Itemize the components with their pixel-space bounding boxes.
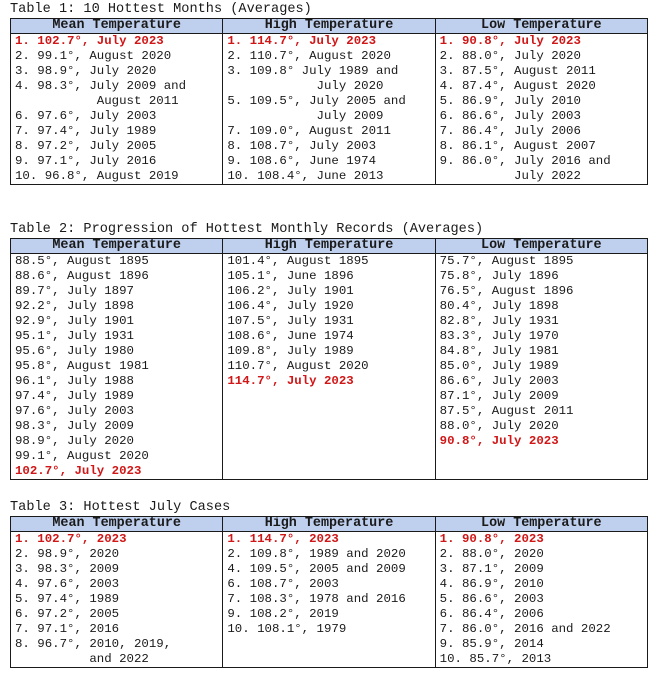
list-item: 83.3°, July 1970 [439, 329, 559, 343]
table-2-header-mean: Mean Temperature [11, 239, 223, 254]
list-item: 10. 85.7°, 2013 [439, 652, 552, 666]
record-entry: 1. 114.7°, 2023 [227, 532, 339, 546]
list-item: 105.1°, June 1896 [227, 269, 354, 283]
list-item: 8. 108.7°, July 2003 [227, 139, 377, 153]
list-item: 8. 86.1°, August 2007 [439, 139, 596, 153]
list-item: 9. 108.2°, 2019 [227, 607, 339, 621]
list-item: 85.0°, July 1989 [439, 359, 559, 373]
list-item: July 2020 [227, 79, 384, 93]
list-item: 9. 108.6°, June 1974 [227, 154, 377, 168]
list-item: 10. 108.4°, June 2013 [227, 169, 384, 183]
table-2-low-cell [435, 254, 647, 480]
list-item: 92.9°, July 1901 [15, 314, 134, 328]
list-item: 88.6°, August 1896 [15, 269, 149, 283]
list-item: 3. 109.8° July 1989 and [227, 64, 399, 78]
list-item: 3. 87.5°, August 2011 [439, 64, 596, 78]
list-item: 4. 109.5°, 2005 and 2009 [227, 562, 406, 576]
list-item: 6. 97.2°, 2005 [15, 607, 120, 621]
list-item: 76.5°, August 1896 [439, 284, 574, 298]
table-3-caption: Table 3: Hottest July Cases [10, 500, 231, 515]
table-3-low-list [440, 532, 647, 667]
list-item: 87.5°, August 2011 [439, 404, 574, 418]
table-1-high-cell [223, 34, 435, 185]
list-item: 7. 97.4°, July 1989 [15, 124, 157, 138]
table-3-mean-cell [11, 532, 223, 668]
list-item: 86.6°, July 2003 [439, 374, 559, 388]
table-1-low-cell [435, 34, 647, 185]
table-1-mean-cell [11, 34, 223, 185]
list-item: 9. 86.0°, July 2016 and [439, 154, 611, 168]
table-3-high-list [227, 532, 434, 637]
list-item: 110.7°, August 2020 [227, 359, 369, 373]
table-3-high-cell [223, 532, 435, 668]
list-item: 2. 88.0°, 2020 [439, 547, 544, 561]
table-1-header-mean: Mean Temperature [11, 19, 223, 34]
table-1-body-row [11, 34, 648, 185]
record-entry: 114.7°, July 2023 [227, 374, 354, 388]
list-item: July 2009 [227, 109, 384, 123]
table-2-header-high: High Temperature [223, 239, 435, 254]
list-item: 9. 97.1°, July 2016 [15, 154, 157, 168]
record-entry: 1. 90.8°, July 2023 [439, 34, 581, 48]
table-2-caption: Table 2: Progression of Hottest Monthly Records (Averages) [10, 222, 484, 237]
table-3-header-low: Low Temperature [435, 517, 647, 532]
list-item: 99.1°, August 2020 [15, 449, 149, 463]
table-3-header-mean: Mean Temperature [11, 517, 223, 532]
list-item: 84.8°, July 1981 [439, 344, 559, 358]
list-item: 92.2°, July 1898 [15, 299, 134, 313]
list-item: 7. 86.4°, July 2006 [439, 124, 581, 138]
list-item: 96.1°, July 1988 [15, 374, 134, 388]
list-item: 2. 98.9°, 2020 [15, 547, 120, 561]
list-item: 6. 97.6°, July 2003 [15, 109, 157, 123]
table-2-high-cell [223, 254, 435, 480]
list-item: July 2022 [439, 169, 581, 183]
table-3-header-row [11, 517, 648, 532]
table-1-header-low: Low Temperature [435, 19, 647, 34]
table-1 [10, 18, 648, 185]
table-1-section [10, 2, 648, 185]
table-2-high-list [227, 254, 434, 389]
list-item: 101.4°, August 1895 [227, 254, 369, 268]
table-1-header-row [11, 19, 648, 34]
list-item: 108.6°, June 1974 [227, 329, 354, 343]
list-item: 80.4°, July 1898 [439, 299, 559, 313]
list-item: 8. 97.2°, July 2005 [15, 139, 157, 153]
list-item: 5. 97.4°, 1989 [15, 592, 120, 606]
table-2-mean-cell [11, 254, 223, 480]
list-item: 97.4°, July 1989 [15, 389, 134, 403]
list-item: 88.5°, August 1895 [15, 254, 149, 268]
table-2-mean-list [15, 254, 222, 479]
record-entry: 102.7°, July 2023 [15, 464, 142, 478]
table-3-mean-list [15, 532, 222, 667]
table-1-header-high: High Temperature [223, 19, 435, 34]
list-item: 6. 86.6°, July 2003 [439, 109, 581, 123]
list-item: 6. 108.7°, 2003 [227, 577, 339, 591]
list-item: 2. 109.8°, 1989 and 2020 [227, 547, 406, 561]
list-item: 98.3°, July 2009 [15, 419, 134, 433]
table-1-high-list [227, 34, 434, 184]
table-1-mean-list [15, 34, 222, 184]
table-3-low-cell [435, 532, 647, 668]
list-item: 8. 96.7°, 2010, 2019, [15, 637, 172, 651]
list-item: 95.1°, July 1931 [15, 329, 134, 343]
table-2-header-row [11, 239, 648, 254]
record-entry: 1. 90.8°, 2023 [439, 532, 544, 546]
record-entry: 90.8°, July 2023 [439, 434, 559, 448]
list-item: 4. 86.9°, 2010 [439, 577, 544, 591]
list-item: 4. 98.3°, July 2009 and [15, 79, 187, 93]
table-2-low-list [440, 254, 647, 449]
list-item: 89.7°, July 1897 [15, 284, 134, 298]
list-item: 75.7°, August 1895 [439, 254, 574, 268]
list-item: 3. 87.1°, 2009 [439, 562, 544, 576]
table-2-section [10, 222, 648, 480]
list-item: 107.5°, July 1931 [227, 314, 354, 328]
list-item: 106.2°, July 1901 [227, 284, 354, 298]
list-item: 75.8°, July 1896 [439, 269, 559, 283]
list-item: 106.4°, July 1920 [227, 299, 354, 313]
list-item: 5. 109.5°, July 2005 and [227, 94, 406, 108]
table-3 [10, 516, 648, 668]
list-item: 88.0°, July 2020 [439, 419, 559, 433]
list-item: 98.9°, July 2020 [15, 434, 134, 448]
list-item: 2. 110.7°, August 2020 [227, 49, 391, 63]
list-item: 4. 97.6°, 2003 [15, 577, 120, 591]
record-entry: 1. 114.7°, July 2023 [227, 34, 377, 48]
table-2 [10, 238, 648, 480]
list-item: 87.1°, July 2009 [439, 389, 559, 403]
list-item: 6. 86.4°, 2006 [439, 607, 544, 621]
list-item: 7. 86.0°, 2016 and 2022 [439, 622, 611, 636]
list-item: 5. 86.9°, July 2010 [439, 94, 581, 108]
list-item: 3. 98.3°, 2009 [15, 562, 120, 576]
list-item: 9. 85.9°, 2014 [439, 637, 544, 651]
list-item: 7. 108.3°, 1978 and 2016 [227, 592, 406, 606]
record-entry: 1. 102.7°, July 2023 [15, 34, 164, 48]
list-item: 5. 86.6°, 2003 [439, 592, 544, 606]
table-1-low-list [440, 34, 647, 184]
list-item: 82.8°, July 1931 [439, 314, 559, 328]
list-item: 10. 108.1°, 1979 [227, 622, 347, 636]
list-item: 109.8°, July 1989 [227, 344, 354, 358]
list-item: 95.8°, August 1981 [15, 359, 149, 373]
list-item: and 2022 [15, 652, 149, 666]
list-item: 97.6°, July 2003 [15, 404, 134, 418]
list-item: 4. 87.4°, August 2020 [439, 79, 596, 93]
list-item: 7. 97.1°, 2016 [15, 622, 120, 636]
table-1-caption: Table 1: 10 Hottest Months (Averages) [10, 2, 312, 17]
list-item: 2. 99.1°, August 2020 [15, 49, 172, 63]
table-3-header-high: High Temperature [223, 517, 435, 532]
list-item: 7. 109.0°, August 2011 [227, 124, 391, 138]
list-item: 2. 88.0°, July 2020 [439, 49, 581, 63]
table-3-body-row [11, 532, 648, 668]
list-item: August 2011 [15, 94, 179, 108]
table-3-section [10, 500, 648, 668]
table-2-body-row [11, 254, 648, 480]
list-item: 95.6°, July 1980 [15, 344, 134, 358]
table-2-header-low: Low Temperature [435, 239, 647, 254]
record-entry: 1. 102.7°, 2023 [15, 532, 127, 546]
list-item: 10. 96.8°, August 2019 [15, 169, 179, 183]
list-item: 3. 98.9°, July 2020 [15, 64, 157, 78]
